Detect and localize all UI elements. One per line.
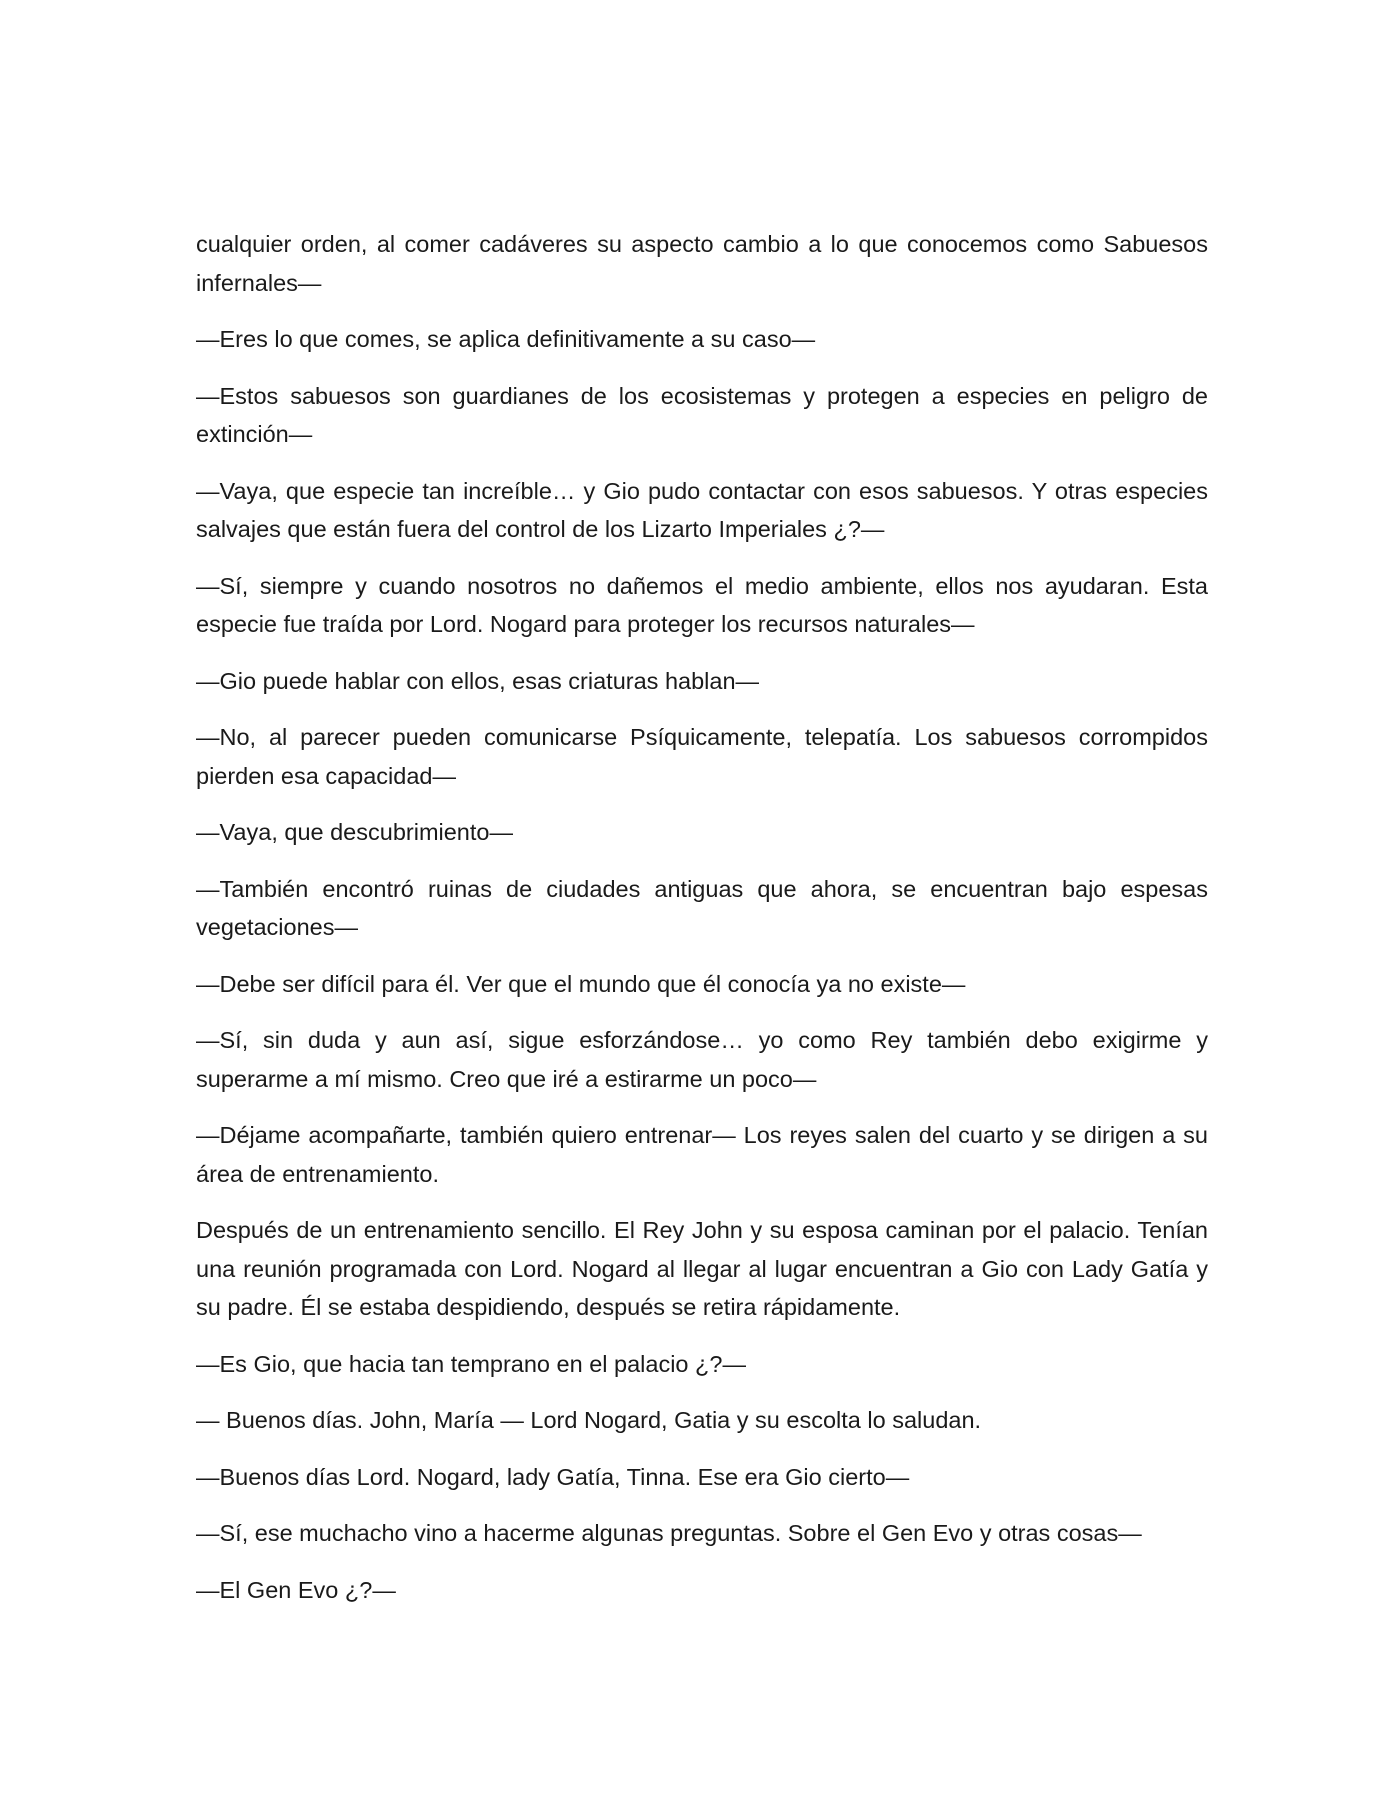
paragraph: —También encontró ruinas de ciudades antiguas que ahora, se encuentran bajo espesas vegetaciones— [196,875,1208,940]
paragraph: —Gio puede hablar con ellos, esas criaturas hablan— [196,667,760,694]
paragraph: Después de un entrenamiento sencillo. El Rey John y su esposa caminan por el palacio. Tenían una reunión programada con Lord. Nogard al llegar al lugar encuentran a Gio con Lady Gatía y su padre. Él se estaba despidiendo, después se retira rápidamente. [196,1217,1208,1320]
paragraph: —Eres lo que comes, se aplica definitivamente a su caso— [196,326,816,352]
paragraph: —Sí, sin duda y aun así, sigue esforzándose… yo como Rey también debo exigirme y superarme a mí mismo. Creo que iré a estirarme un poco— [196,1027,1208,1092]
paragraph: —Sí, siempre y cuando nosotros no dañemos el medio ambiente, ellos nos ayudaran. Esta especie fue traída por Lord. Nogard para proteger los recursos naturales— [196,572,1208,637]
paragraph: —Debe ser difícil para él. Ver que el mundo que él conocía ya no existe— [196,970,966,997]
document-body [196,225,1208,1627]
paragraph: —Es Gio, que hacia tan temprano en el palacio ¿?— [196,1350,746,1377]
paragraph: —El Gen Evo ¿?— [196,1576,396,1603]
paragraph: —Vaya, que descubrimiento— [196,819,513,845]
paragraph: — Buenos días. John, María — Lord Nogard, Gatia y su escolta lo saludan. [196,1407,982,1433]
paragraph: —Déjame acompañarte, también quiero entrenar— Los reyes salen del cuarto y se dirigen a su área de entrenamiento. [196,1122,1208,1187]
paragraph: —Vaya, que especie tan increíble… y Gio pudo contactar con esos sabuesos. Y otras especies salvajes que están fuera del control de los Lizarto Imperiales ¿?— [196,477,1208,542]
paragraph: —No, al parecer pueden comunicarse Psíquicamente, telepatía. Los sabuesos corrompidos pierden esa capacidad— [196,724,1208,789]
paragraph: —Estos sabuesos son guardianes de los ecosistemas y protegen a especies en peligro de extinción— [196,382,1208,447]
paragraph: —Buenos días Lord. Nogard, lady Gatía, Tinna. Ese era Gio cierto— [196,1463,910,1490]
paragraph: cualquier orden, al comer cadáveres su aspecto cambio a lo que conocemos como Sabuesos infernales— [196,231,1208,296]
paragraph: —Sí, ese muchacho vino a hacerme algunas preguntas. Sobre el Gen Evo y otras cosas— [196,1520,1142,1546]
